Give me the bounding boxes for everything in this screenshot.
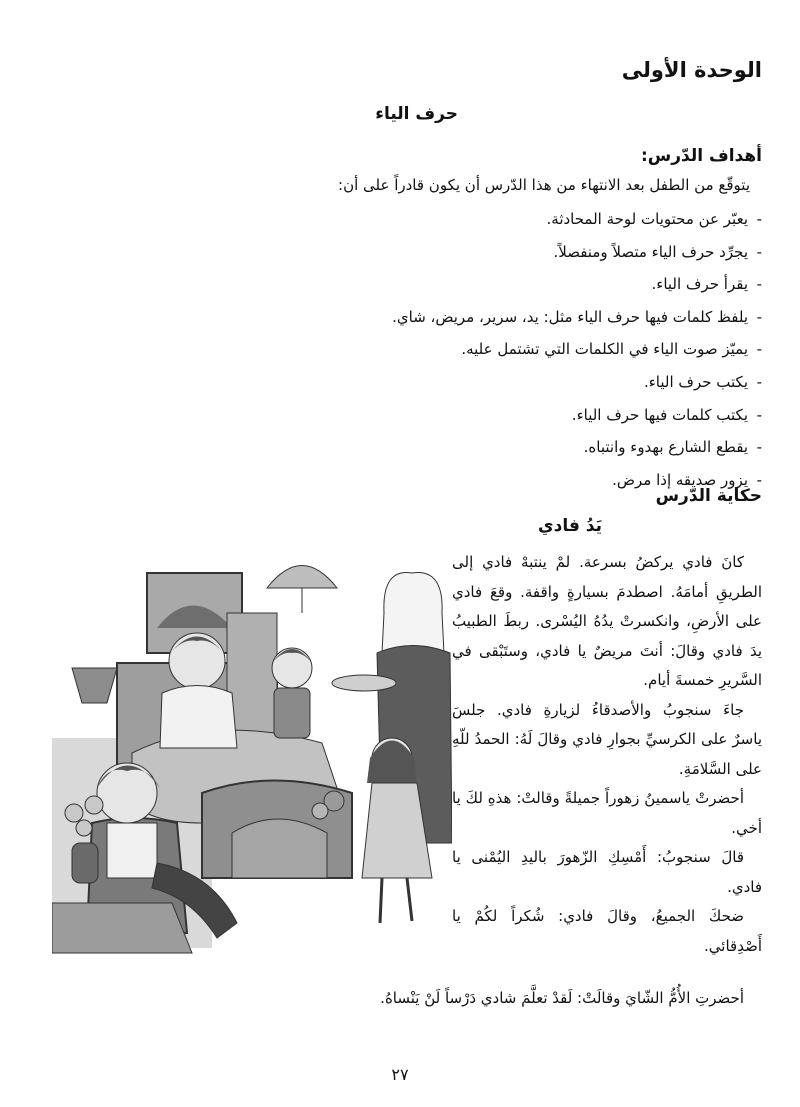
goal-item: -يقرأ حرف الياء. (651, 275, 762, 294)
goal-item: -يكتب كلمات فيها حرف الياء. (571, 405, 762, 424)
story-paragraph: أحضرتْ ياسمينُ زهوراً جميلةً وقالتْ: هذهِ لكَ يا أخي. (452, 789, 762, 837)
story-paragraph: كانَ فادي يركضُ بسرعة. لمْ ينتبهْ فادي إلى الطريقِ أمامَهُ. اصطدمَ بسيارةٍ واقفة. وقعَ فادي على الأرضِ، وانكسرتْ يدُهُ اليُسْرى. ربطَ الطبيبُ يدَ فادي وقالَ: أنتَ مريضٌ يا فادي، وستَبْقى في السَّريرِ خمسةَ أيام. (452, 553, 762, 689)
story-heading: حكاية الدّرس (655, 486, 762, 506)
goal-item: -يزور صديقه إذا مرض. (612, 470, 762, 489)
goals-intro: يتوقّع من الطفل بعد الانتهاء من هذا الدّرس أن يكون قادراً على أن: (338, 176, 750, 194)
bedroom-illustration (52, 543, 452, 980)
story-title: يَدُ فادي (538, 516, 602, 536)
goal-item: -يجرِّد حرف الياء متصلاً ومنفصلاً. (553, 242, 762, 261)
story-last-line: أحضرتِ الأُمُّ الشّايَ وقالَتْ: لَقدْ تعلَّمَ شادي دَرْساً لَنْ يَنْساهُ. (380, 989, 744, 1007)
goal-item: -يكتب حرف الياء. (643, 372, 762, 391)
story-paragraph: قالَ سنجوبُ: أَمْسِكِ الزّهورَ باليدِ اليُمْنى يا فادي. (452, 848, 762, 896)
goal-item: -يعبّر عن محتويات لوحة المحادثة. (546, 210, 762, 228)
goals-list (392, 203, 762, 496)
unit-title: الوحدة الأولى (621, 58, 762, 82)
story-text (452, 548, 762, 961)
goal-item: -يقطع الشارع بهدوء وانتباه. (583, 438, 762, 457)
lesson-title: حرف الياء (375, 104, 458, 124)
story-paragraph: ضحكَ الجميعُ، وقالَ فادي: شُكراً لكُمْ يا أَصْدِقائي. (452, 907, 762, 955)
goal-item: -يميّز صوت الياء في الكلمات التي تشتمل عليه. (461, 340, 762, 359)
story-paragraph: جاءَ سنجوبُ والأصدقاءُ لزيارةِ فادي. جلسَ ياسرٌ على الكرسيِّ بجوارِ فادي وقالَ لَهُ: الحمدُ للّهِ على السَّلامَةِ. (452, 700, 762, 778)
goal-item: -يلفظ كلمات فيها حرف الياء مثل: يد، سرير، مريض، شاي. (392, 307, 762, 326)
page-number: ٢٧ (391, 1065, 409, 1084)
goals-heading: أهداف الدّرس: (640, 146, 762, 166)
